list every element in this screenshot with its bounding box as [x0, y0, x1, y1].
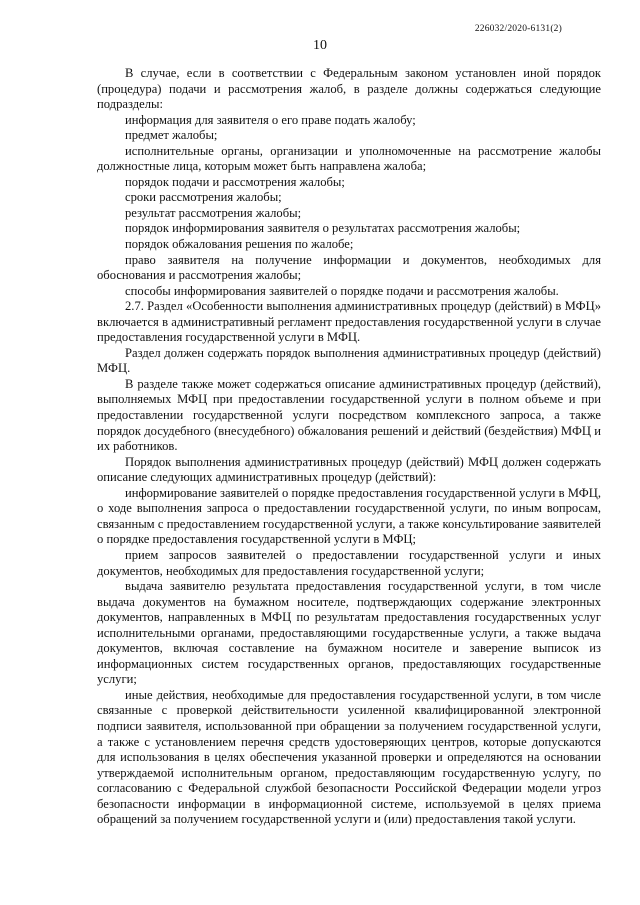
list-item: право заявителя на получение информации и документов, необходимых для обоснования и рассмотрения жалобы; — [97, 252, 601, 283]
paragraph: Порядок выполнения административных процедур (действий) МФЦ должен содержать описание следующих административных процедур (действий): — [97, 454, 601, 485]
list-item: результат рассмотрения жалобы; — [125, 205, 302, 220]
list-item: иные действия, необходимые для предоставления государственной услуги, в том числе связанные с проверкой действительности усиленной квалифицированной электронной подписи заявителя, использованной при обращении за получением государственной услуги, а также с установлением перечня средств удостоверяющих центров, которые допускаются для использования в целях обеспечения указанной проверки и определяются на основании утверждаемой исполнительным органом, предоставляющим государственную услугу, по согласованию с Федеральной службой безопасности Российской Федерации модели угроз безопасности информации в информационной системе, используемой в целях приема обращений за получением государственной услуги и (или) предоставления такой услуги. — [97, 687, 601, 827]
list-item: предмет жалобы; — [125, 128, 218, 143]
page-number: 10 — [313, 38, 327, 53]
list-item: прием запросов заявителей о предоставлении государственной услуги и иных документов, необходимых для предоставления государственной услуги; — [97, 547, 601, 578]
list-item: информирование заявителей о порядке предоставления государственной услуги в МФЦ, о ходе выполнения запроса о предоставлении государственной услуги, по иным вопросам, связанным с предоставлением государственной услуги, а также консультирование заявителей о порядке предоставления государственной услуги в МФЦ; — [97, 485, 601, 547]
list-item: информация для заявителя о его праве подать жалобу; — [125, 112, 416, 127]
paragraph: Раздел должен содержать порядок выполнения административных процедур (действий) МФЦ. — [97, 345, 601, 376]
list-item: исполнительные органы, организации и уполномоченные на рассмотрение жалобы должностные лица, которым может быть направлена жалоба; — [97, 143, 601, 174]
list-item: сроки рассмотрения жалобы; — [125, 190, 282, 205]
list-item: выдача заявителю результата предоставления государственной услуги, в том числе выдача документов на бумажном носителе, подтверждающих содержание электронных документов, направленных в МФЦ по результатам предоставления государственных услуг исполнительными органами, предоставляющими государственные услуги, а также выдача документов, включая составление на бумажном носителе и заверение выписок из информационных систем государственных органов, предоставляющих государственные услуги; — [97, 579, 601, 687]
document-code: 226032/2020-6131(2) — [474, 24, 562, 34]
paragraph: В разделе также может содержаться описание административных процедур (действий), выполняемых МФЦ при предоставлении государственной услуги в полном объеме и при предоставлении государственной услуги посредством комплексного запроса, а также порядок досудебного (внесудебного) обжалования решений и действий (бездействия) МФЦ и их работников. — [97, 376, 601, 454]
list-item: порядок подачи и рассмотрения жалобы; — [125, 174, 345, 189]
list-item: порядок информирования заявителя о результатах рассмотрения жалобы; — [125, 221, 521, 236]
list-item: порядок обжалования решения по жалобе; — [125, 237, 354, 252]
paragraph-intro: В случае, если в соответствии с Федеральным законом установлен иной порядок (процедура) подачи и рассмотрения жалоб, в разделе должны содержаться следующие подразделы: — [97, 66, 601, 112]
section-2-7: 2.7. Раздел «Особенности выполнения административных процедур (действий) в МФЦ» включается в административный регламент предоставления государственной услуги в случае предоставления государственной услуги в МФЦ. — [97, 299, 601, 345]
list-item: способы информирования заявителей о порядке подачи и рассмотрения жалобы. — [125, 283, 559, 298]
document-body — [97, 66, 601, 828]
